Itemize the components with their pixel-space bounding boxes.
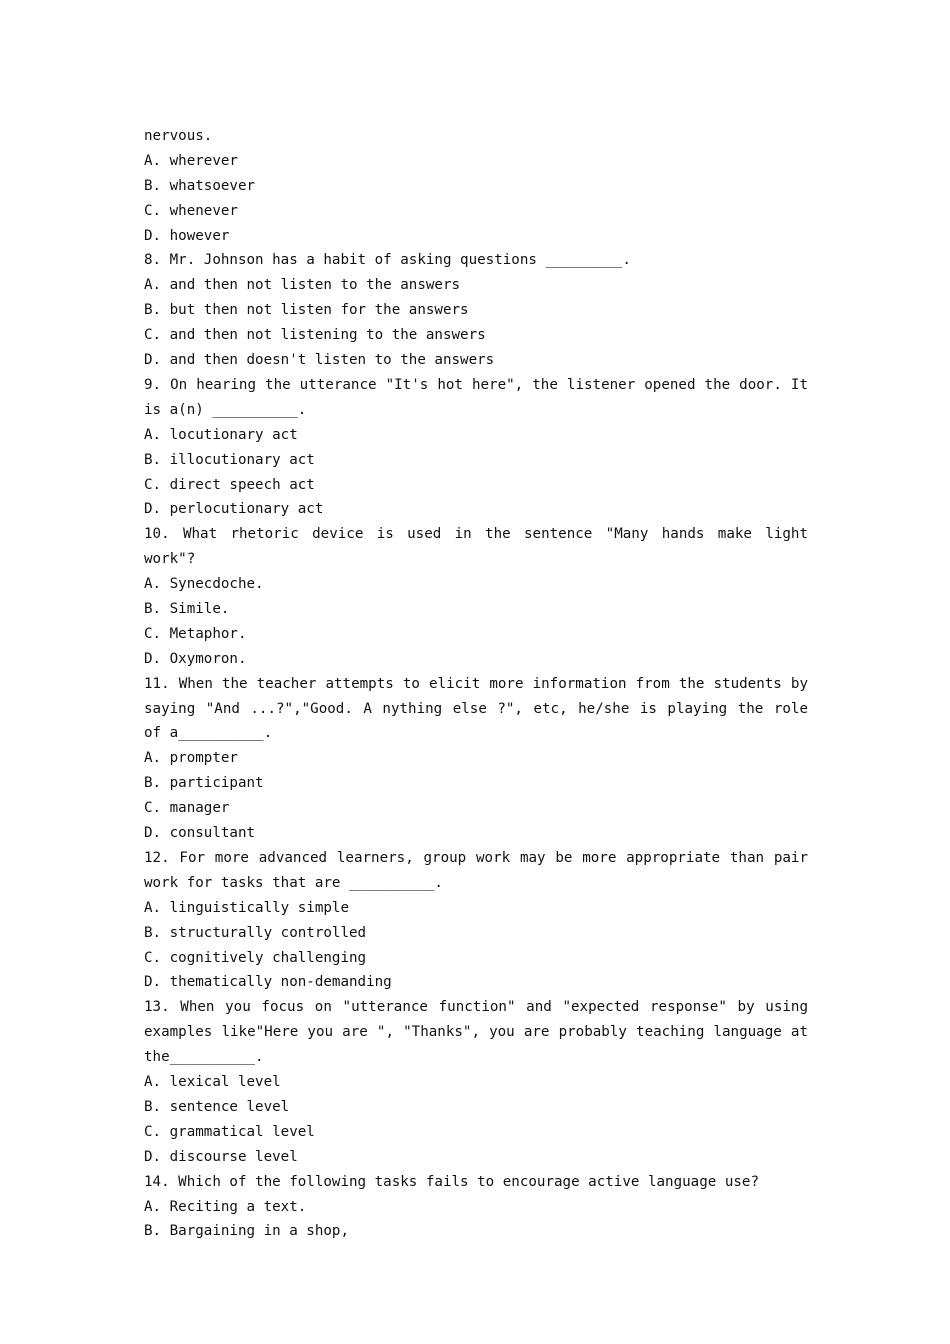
question-12-stem: 12. For more advanced learners, group work may be more appropriate than pair work for tasks that are __________. <box>144 849 808 891</box>
question-7-stem-continuation: nervous. <box>144 128 213 144</box>
question-12-option-d: D. thematically non-demanding <box>144 974 392 991</box>
question-9-stem: 9. On hearing the utterance "It's hot here", the listener opened the door. It is a(n) __________. <box>144 376 808 418</box>
question-8-option-b: B. but then not listen for the answers <box>144 302 469 319</box>
question-13-option-b: B. sentence level <box>144 1098 290 1115</box>
question-14-option-a: A. Reciting a text. <box>144 1198 307 1215</box>
question-8-option-c: C. and then not listening to the answers <box>144 327 486 344</box>
question-11-option-a: A. prompter <box>144 750 238 767</box>
question-14-stem: 14. Which of the following tasks fails to encourage active language use? <box>144 1173 759 1190</box>
question-11-option-d: D. consultant <box>144 825 256 842</box>
question-8-option-d: D. and then doesn't listen to the answers <box>144 352 495 369</box>
question-11-stem: 11. When the teacher attempts to elicit more information from the students by saying "And ...?","Good. A nything else ?", etc, he/she is playing the role of a__________. <box>144 675 808 742</box>
question-13-option-a: A. lexical level <box>144 1074 281 1091</box>
question-10-stem: 10. What rhetoric device is used in the sentence "Many hands make light work"? <box>144 526 808 568</box>
question-13-stem: 13. When you focus on "utterance function" and "expected response" by using examples like"Here you are ", "Thanks", you are probably teaching language at the__________. <box>144 999 808 1066</box>
question-10-option-a: A. Synecdoche. <box>144 576 264 593</box>
question-10-option-b: B. Simile. <box>144 601 230 617</box>
question-12-option-c: C. cognitively challenging <box>144 949 367 966</box>
question-9-option-d: D. perlocutionary act <box>144 501 324 518</box>
question-13-option-c: C. grammatical level <box>144 1123 315 1140</box>
question-12-option-b: B. structurally controlled <box>144 924 367 941</box>
question-9-option-a: A. locutionary act <box>144 426 298 443</box>
question-13-option-d: D. discourse level <box>144 1148 298 1165</box>
question-8-stem: 8. Mr. Johnson has a habit of asking questions _________. <box>144 252 631 269</box>
question-9-option-c: C. direct speech act <box>144 476 315 493</box>
question-7-option-c: C. whenever <box>144 202 238 219</box>
question-14-option-b: B. Bargaining in a shop, <box>144 1223 349 1240</box>
question-7-option-d: D. however <box>144 227 230 244</box>
question-12-option-a: A. linguistically simple <box>144 899 349 916</box>
question-10-option-c: C. Metaphor. <box>144 625 247 642</box>
document-page <box>144 124 808 1244</box>
question-10-option-d: D. Oxymoron. <box>144 650 247 667</box>
question-7-option-a: A. wherever <box>144 152 238 169</box>
question-9-option-b: B. illocutionary act <box>144 451 315 468</box>
question-11-option-b: B. participant <box>144 775 264 792</box>
question-11-option-c: C. manager <box>144 800 230 817</box>
question-7-option-b: B. whatsoever <box>144 177 256 194</box>
question-8-option-a: A. and then not listen to the answers <box>144 277 461 294</box>
